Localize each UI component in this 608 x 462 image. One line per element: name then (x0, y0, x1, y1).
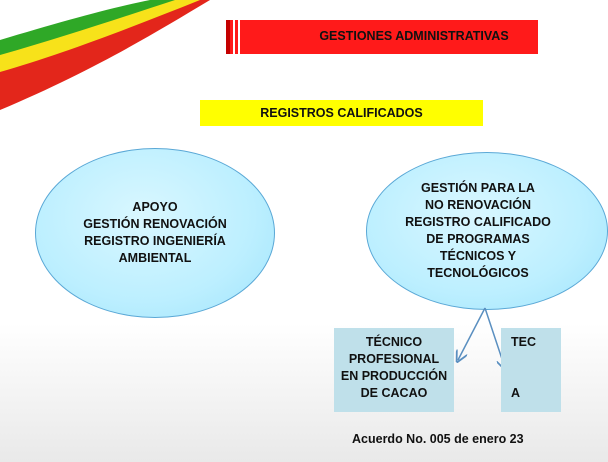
gestion-ellipse (366, 152, 608, 310)
apoyo-ellipse-text: APOYO GESTIÓN RENOVACIÓN REGISTRO INGENIERÍA AMBIENTAL (83, 200, 227, 265)
gestion-ellipse-text: GESTIÓN PARA LA NO RENOVACIÓN REGISTRO CALIFICADO DE PROGRAMAS TÉCNICOS Y TECNOLÓGICOS (405, 181, 551, 280)
flag-decoration (0, 0, 210, 110)
tecnico-cacao-box: TÉCNICO PROFESIONAL EN PRODUCCIÓN DE CACAO (334, 328, 454, 412)
apoyo-ellipse (35, 148, 275, 318)
header-bar (226, 20, 538, 54)
header-title: GESTIONES ADMINISTRATIVAS (319, 29, 509, 43)
registros-banner: REGISTROS CALIFICADOS (200, 100, 483, 126)
tec-box: TEC A (501, 328, 561, 412)
acuerdo-footer: Acuerdo No. 005 de enero 23 (352, 432, 524, 446)
